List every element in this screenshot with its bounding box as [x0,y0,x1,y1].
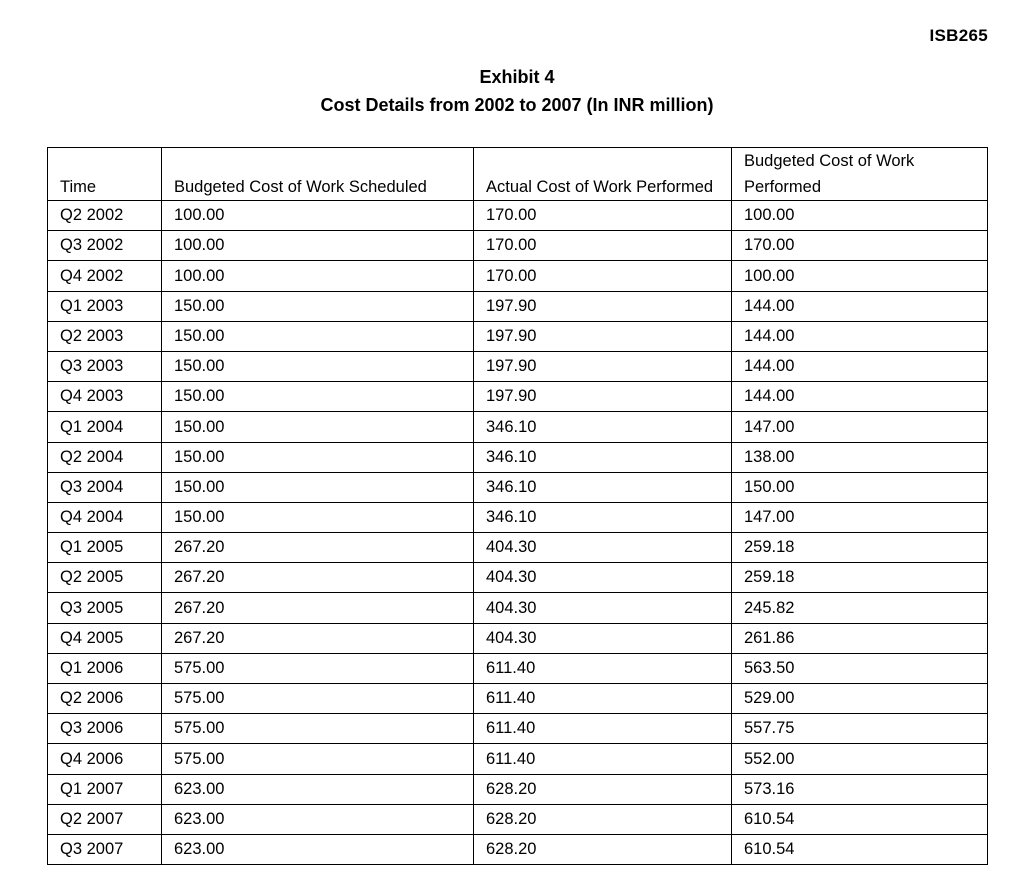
header-acwp: Actual Cost of Work Performed [474,148,732,201]
table-row [48,834,988,864]
cell-acwp: 346.10 [474,442,732,472]
cell-time: Q3 2006 [48,714,162,744]
cell-acwp: 404.30 [474,533,732,563]
document-id: ISB265 [929,26,988,45]
cell-bcws: 267.20 [162,623,474,653]
cell-acwp: 197.90 [474,351,732,381]
cell-bcwp: 144.00 [732,382,988,412]
cell-bcwp: 138.00 [732,442,988,472]
cell-time: Q3 2007 [48,834,162,864]
cell-time: Q2 2003 [48,321,162,351]
table-row [48,442,988,472]
exhibit-subtitle: Cost Details from 2002 to 2007 (In INR million) [320,95,714,115]
table-row [48,502,988,532]
table-row [48,744,988,774]
cell-time: Q1 2005 [48,533,162,563]
cell-bcwp: 150.00 [732,472,988,502]
cell-acwp: 197.90 [474,382,732,412]
table-row [48,593,988,623]
cell-acwp: 628.20 [474,804,732,834]
cell-acwp: 611.40 [474,653,732,683]
cell-time: Q3 2005 [48,593,162,623]
table-header-row [48,148,988,201]
table-row [48,382,988,412]
header-bcws: Budgeted Cost of Work Scheduled [162,148,474,201]
cell-time: Q2 2007 [48,804,162,834]
table-row [48,684,988,714]
cell-bcws: 150.00 [162,412,474,442]
cell-bcwp: 259.18 [732,563,988,593]
cell-acwp: 346.10 [474,412,732,442]
cell-bcwp: 144.00 [732,321,988,351]
cell-acwp: 346.10 [474,502,732,532]
cell-bcwp: 245.82 [732,593,988,623]
cell-bcwp: 552.00 [732,744,988,774]
cell-time: Q1 2004 [48,412,162,442]
cell-acwp: 611.40 [474,714,732,744]
cell-bcws: 150.00 [162,291,474,321]
cell-time: Q1 2003 [48,291,162,321]
cell-time: Q2 2002 [48,201,162,231]
cell-time: Q4 2004 [48,502,162,532]
header-time: Time [48,148,162,201]
table-row [48,563,988,593]
cell-bcws: 575.00 [162,653,474,683]
table-row [48,351,988,381]
cell-acwp: 404.30 [474,593,732,623]
table-row [48,804,988,834]
cell-bcws: 150.00 [162,502,474,532]
cell-acwp: 170.00 [474,261,732,291]
exhibit-heading [0,63,1024,119]
cell-acwp: 170.00 [474,231,732,261]
cell-bcws: 623.00 [162,834,474,864]
cell-time: Q4 2006 [48,744,162,774]
cell-acwp: 346.10 [474,472,732,502]
table-row [48,261,988,291]
cell-bcwp: 170.00 [732,231,988,261]
cell-bcwp: 100.00 [732,201,988,231]
cell-bcws: 150.00 [162,382,474,412]
cell-acwp: 197.90 [474,291,732,321]
cell-time: Q1 2006 [48,653,162,683]
cell-time: Q2 2006 [48,684,162,714]
cell-bcws: 150.00 [162,321,474,351]
table-row [48,291,988,321]
cell-bcws: 575.00 [162,744,474,774]
cell-acwp: 197.90 [474,321,732,351]
cell-acwp: 404.30 [474,623,732,653]
table-body [48,201,988,865]
cell-time: Q4 2002 [48,261,162,291]
cell-acwp: 628.20 [474,834,732,864]
table-row [48,472,988,502]
cell-acwp: 611.40 [474,684,732,714]
table-row [48,653,988,683]
cell-bcwp: 100.00 [732,261,988,291]
cell-bcws: 267.20 [162,593,474,623]
cell-acwp: 170.00 [474,201,732,231]
table-row [48,321,988,351]
table-row [48,201,988,231]
cell-bcwp: 144.00 [732,351,988,381]
cell-time: Q3 2004 [48,472,162,502]
cell-time: Q2 2005 [48,563,162,593]
table-row [48,412,988,442]
cell-acwp: 611.40 [474,744,732,774]
cell-bcwp: 563.50 [732,653,988,683]
cell-time: Q3 2002 [48,231,162,261]
cell-bcws: 575.00 [162,684,474,714]
cell-bcwp: 147.00 [732,502,988,532]
cell-bcws: 100.00 [162,261,474,291]
table-row [48,231,988,261]
cell-bcws: 267.20 [162,533,474,563]
cell-acwp: 628.20 [474,774,732,804]
cell-time: Q4 2005 [48,623,162,653]
exhibit-label: Exhibit 4 [479,67,555,87]
table-row [48,714,988,744]
table-row [48,774,988,804]
cell-bcwp: 610.54 [732,804,988,834]
cost-details-table [47,147,988,865]
cell-bcws: 150.00 [162,442,474,472]
cell-bcws: 150.00 [162,472,474,502]
cell-bcws: 575.00 [162,714,474,744]
cell-bcws: 267.20 [162,563,474,593]
cell-bcws: 100.00 [162,231,474,261]
cell-bcwp: 144.00 [732,291,988,321]
cell-bcws: 150.00 [162,351,474,381]
cell-bcws: 623.00 [162,804,474,834]
cell-time: Q3 2003 [48,351,162,381]
cell-bcws: 623.00 [162,774,474,804]
table-row [48,623,988,653]
cell-bcwp: 610.54 [732,834,988,864]
cell-bcwp: 147.00 [732,412,988,442]
cell-bcws: 100.00 [162,201,474,231]
cell-time: Q2 2004 [48,442,162,472]
cell-time: Q4 2003 [48,382,162,412]
cell-bcwp: 261.86 [732,623,988,653]
cell-bcwp: 259.18 [732,533,988,563]
cell-bcwp: 573.16 [732,774,988,804]
cell-bcwp: 529.00 [732,684,988,714]
cell-bcwp: 557.75 [732,714,988,744]
table-row [48,533,988,563]
cell-time: Q1 2007 [48,774,162,804]
cell-acwp: 404.30 [474,563,732,593]
header-bcwp: Budgeted Cost of Work Performed [732,148,988,201]
